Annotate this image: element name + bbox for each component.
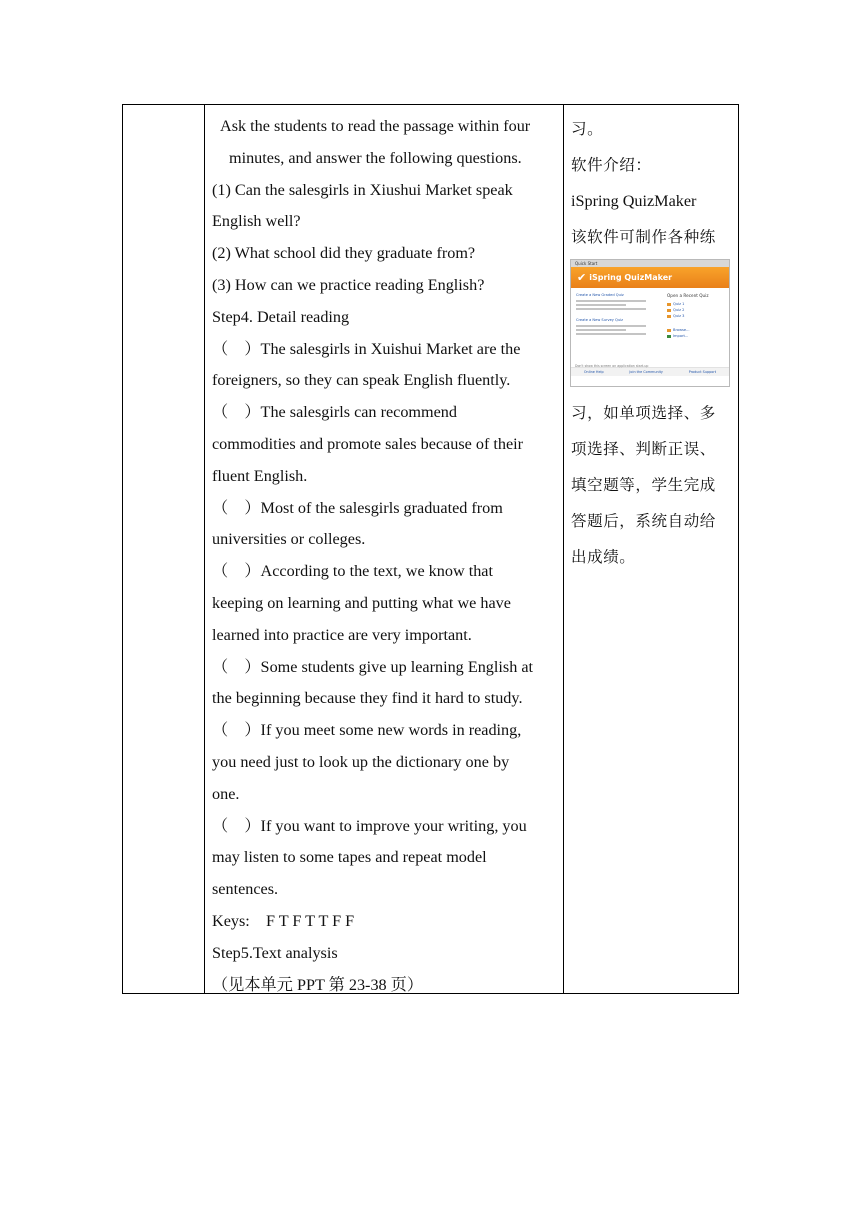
text-placeholder xyxy=(576,300,646,302)
column-divider-left xyxy=(204,105,205,993)
instruction-line: Ask the students to read the passage within four xyxy=(220,117,531,135)
screenshot-link: Create a New Survey Quiz xyxy=(576,318,624,322)
true-false-item: （ ）Most of the salesgirls graduated from xyxy=(212,498,503,517)
step-heading: Step5.Text analysis xyxy=(212,943,338,962)
true-false-item: foreigners, so they can speak English fluently. xyxy=(212,371,511,390)
note-line: 填空题等，学生完成 xyxy=(571,476,716,494)
screenshot-header xyxy=(571,267,729,288)
note-line: 该软件可制作各种练 xyxy=(571,228,716,246)
startup-checkbox-label: Don't show this screen on application start-up xyxy=(575,364,649,368)
file-icon xyxy=(667,303,671,306)
true-false-item: keeping on learning and putting what we have xyxy=(212,593,511,612)
text-placeholder xyxy=(576,308,646,310)
true-false-item: universities or colleges. xyxy=(212,530,366,549)
ppt-reference: （见本单元 PPT 第 23-38 页） xyxy=(212,975,424,994)
question-line: English well? xyxy=(212,212,301,231)
true-false-item: commodities and promote sales because of their xyxy=(212,434,524,453)
software-name: iSpring QuizMaker xyxy=(571,192,697,210)
question-line: (1) Can the salesgirls in Xiushui Market speak xyxy=(212,180,513,199)
file-icon xyxy=(667,315,671,318)
footer-link: Product Support xyxy=(688,370,717,374)
footer-link: Online Help xyxy=(583,370,604,374)
note-line: 习。 xyxy=(571,120,604,138)
screenshot-link: Create a New Graded Quiz xyxy=(576,293,624,297)
recent-item: Quiz 3 xyxy=(667,313,727,319)
teaching-procedure-cell xyxy=(212,111,560,1001)
true-false-item: （ ）According to the text, we know that xyxy=(212,562,493,581)
note-line: 项选择、判断正误、 xyxy=(571,440,716,458)
import-item: Import... xyxy=(667,333,727,339)
screenshot-body xyxy=(571,288,729,386)
browse-item: Browse... xyxy=(667,327,727,333)
note-line: 答题后，系统自动给 xyxy=(571,512,716,530)
recent-item: Quiz 2 xyxy=(667,307,727,313)
screenshot-brand: iSpring QuizMaker xyxy=(589,272,673,282)
screenshot-left-panel xyxy=(576,293,656,337)
screenshot-recent-panel xyxy=(667,293,727,339)
check-logo-icon: ✔ xyxy=(577,270,587,284)
footer-link: Join the Community xyxy=(629,370,663,374)
answer-keys: Keys: F T F T T F F xyxy=(212,911,355,930)
file-icon xyxy=(667,309,671,312)
column-divider-right xyxy=(563,105,564,993)
true-false-item: （ ）Some students give up learning English at xyxy=(212,657,534,676)
text-placeholder xyxy=(576,325,646,327)
lesson-table xyxy=(122,104,739,994)
true-false-item: （ ）If you meet some new words in reading, xyxy=(212,721,522,740)
true-false-item: you need just to look up the dictionary one by xyxy=(212,752,510,771)
true-false-item: （ ）The salesgirls can recommend xyxy=(212,403,457,422)
true-false-item: （ ）If you want to improve your writing, you xyxy=(212,816,527,835)
true-false-item: fluent English. xyxy=(212,466,308,485)
true-false-item: may listen to some tapes and repeat model xyxy=(212,848,487,867)
screenshot-title-bar: Quick Start xyxy=(571,260,729,267)
recent-item: Quiz 1 xyxy=(667,301,727,307)
text-placeholder xyxy=(576,329,626,331)
question-line: (2) What school did they graduate from? xyxy=(212,244,476,263)
true-false-item: learned into practice are very important. xyxy=(212,625,472,644)
text-placeholder xyxy=(576,304,626,306)
note-line: 软件介绍： xyxy=(571,156,652,174)
text-placeholder xyxy=(576,333,646,335)
recent-title: Open a Recent Quiz xyxy=(667,293,709,298)
quizmaker-screenshot xyxy=(570,259,730,387)
instruction-line: minutes, and answer the following questions. xyxy=(229,148,522,167)
software-note-cell xyxy=(571,111,735,575)
folder-icon xyxy=(667,329,671,332)
true-false-item: sentences. xyxy=(212,880,279,899)
true-false-item: one. xyxy=(212,784,240,803)
true-false-item: the beginning because they find it hard to study. xyxy=(212,689,523,708)
question-line: (3) How can we practice reading English? xyxy=(212,275,485,294)
note-line: 习，如单项选择、多 xyxy=(571,404,716,422)
import-icon xyxy=(667,335,671,338)
note-line: 出成绩。 xyxy=(571,548,636,566)
true-false-item: （ ）The salesgirls in Xuishui Market are the xyxy=(212,339,521,358)
step-heading: Step4. Detail reading xyxy=(212,307,350,326)
